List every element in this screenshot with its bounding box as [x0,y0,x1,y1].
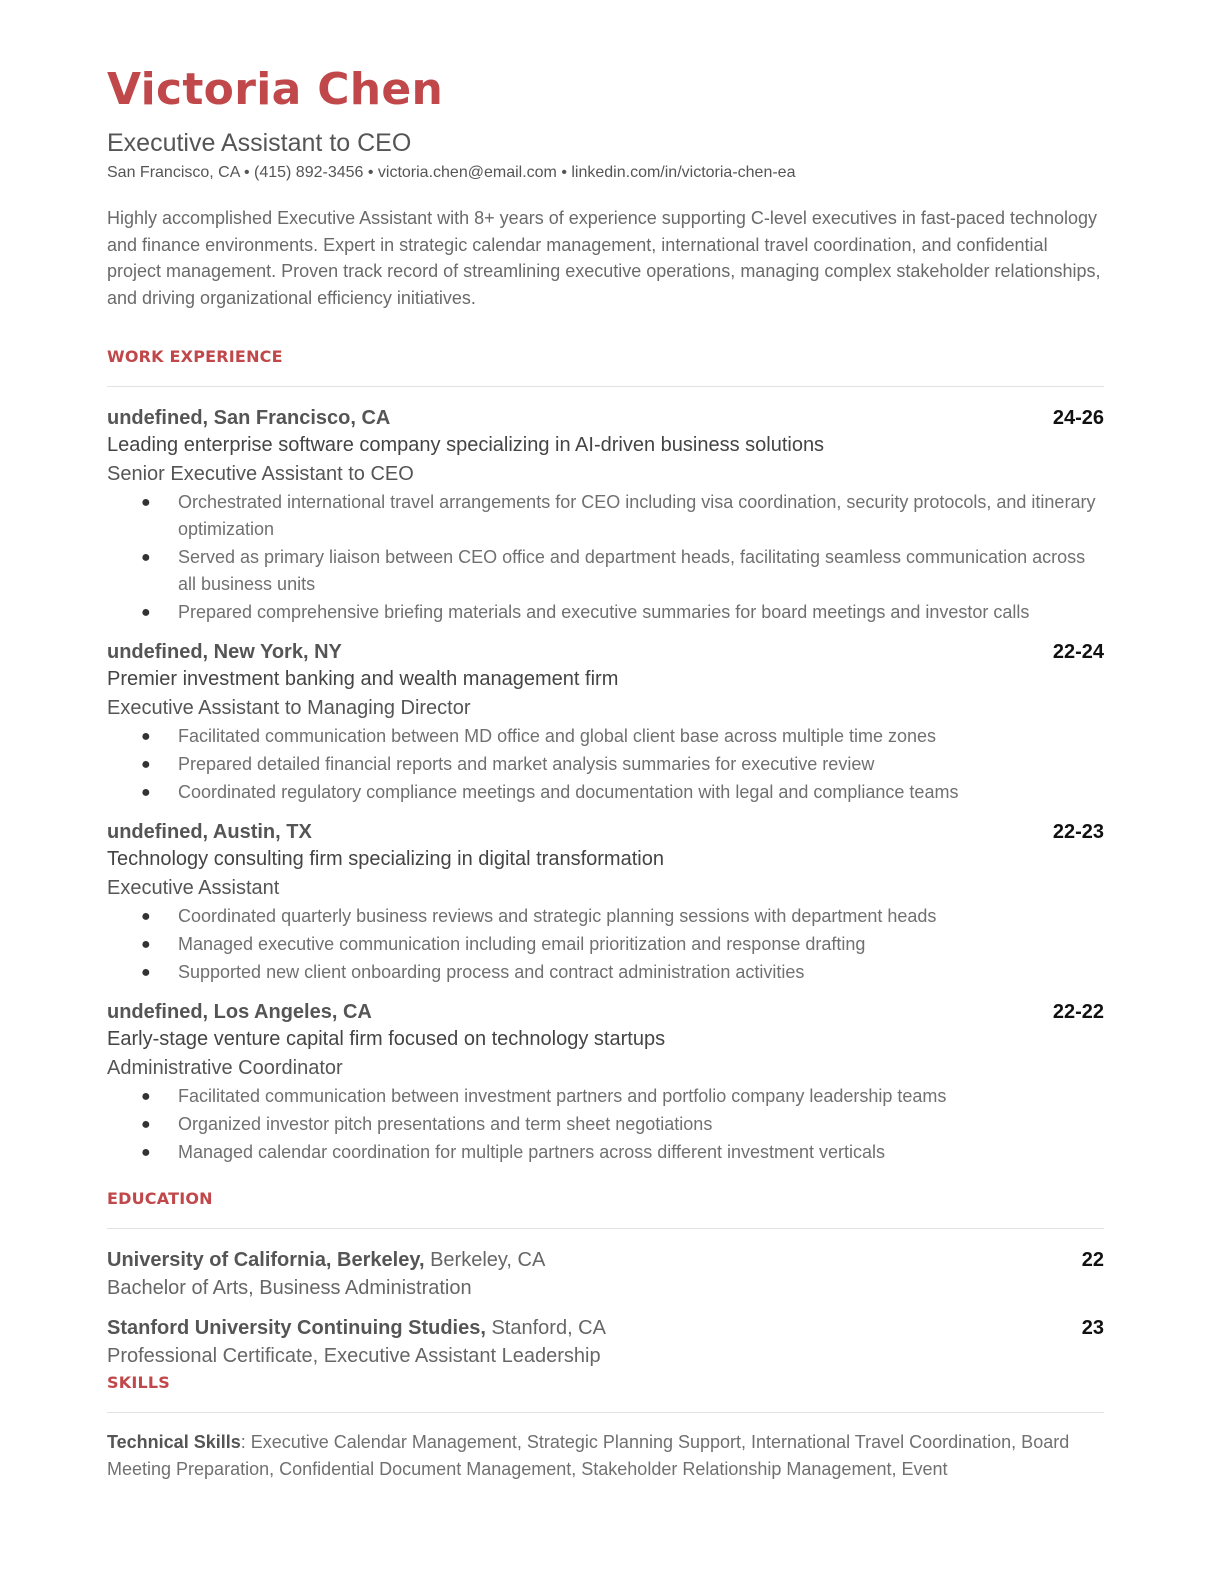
job-bullets [107,903,1104,987]
edu-school: University of California, Berkeley, [107,1249,425,1271]
skills-paragraph [107,1429,1104,1483]
list-item: ● Managed executive communication including email prioritization and response drafting [178,931,1104,959]
bullet-icon: ● [141,604,151,621]
bullet-icon: ● [141,728,151,745]
summary-paragraph: Highly accomplished Executive Assistant with 8+ years of experience supporting C-level executives in fast-paced technology and finance environments. Expert in strategic calendar management, international travel coordination, and confidential project management. Proven track record of streamlining executive operations, managing complex stakeholder relationships, and driving organizational efficiency initiatives. [107,208,1101,308]
bullet-icon: ● [141,494,151,511]
job-company: undefined, New York, NY [107,641,342,663]
job-bullets [107,1083,1104,1167]
job-entry [107,819,1104,987]
list-item: ● Facilitated communication between MD office and global client base across multiple time zones [178,723,1104,751]
candidate-name: Victoria Chen [107,64,444,115]
job-role: Executive Assistant [107,877,280,899]
bullet-icon: ● [141,908,151,925]
job-description: Early-stage venture capital firm focused on technology startups [107,1028,666,1050]
bullet-icon: ● [141,1116,151,1133]
job-company: undefined, San Francisco, CA [107,407,391,429]
edu-degree: Bachelor of Arts, Business Administration [107,1277,472,1299]
job-dates: 22-22 [1052,1001,1104,1023]
bullet-icon: ● [141,1088,151,1105]
job-bullets [107,489,1104,627]
job-bullets [107,723,1104,807]
list-item: ● Managed calendar coordination for multiple partners across different investment verticals [178,1139,1104,1167]
bullet-icon: ● [141,936,151,953]
edu-school: Stanford University Continuing Studies, [107,1317,486,1339]
job-dates: 22-24 [1052,641,1104,663]
skills-heading: SKILLS [107,1373,170,1392]
list-item: ● Coordinated regulatory compliance meetings and documentation with legal and compliance teams [178,779,1104,807]
education-entry [107,1315,1104,1371]
education-heading: EDUCATION [107,1189,213,1208]
job-company: undefined, Austin, TX [107,821,312,843]
edu-year: 23 [1081,1317,1104,1339]
edu-degree: Professional Certificate, Executive Assistant Leadership [107,1345,601,1367]
list-item: ● Coordinated quarterly business reviews and strategic planning sessions with department heads [178,903,1104,931]
skills-label: Technical Skills [107,1432,241,1452]
resume-page [107,62,1104,1483]
job-entry [107,639,1104,807]
bullet-icon: ● [141,964,151,981]
job-role: Executive Assistant to Managing Director [107,697,471,719]
job-role: Administrative Coordinator [107,1057,343,1079]
list-item: ● Served as primary liaison between CEO office and department heads, facilitating seamless communication across all business units [178,544,1104,599]
section-divider [107,386,1104,387]
bullet-icon: ● [141,1144,151,1161]
bullet-icon: ● [141,549,151,566]
list-item: ● Facilitated communication between investment partners and portfolio company leadership teams [178,1083,1104,1111]
edu-year: 22 [1081,1249,1104,1271]
edu-location: Stanford, CA [485,1317,606,1339]
skills-list: : Executive Calendar Management, Strategic Planning Support, International Travel Coordination, Board Meeting Preparation, Confidential Document Management, Stakeholder Relationship Management, Event [107,1432,1070,1479]
list-item: ● Prepared comprehensive briefing materials and executive summaries for board meetings and investor calls [178,599,1104,627]
section-divider [107,1412,1104,1413]
list-item: ● Supported new client onboarding process and contract administration activities [178,959,1104,987]
job-dates: 24-26 [1052,407,1104,429]
job-description: Premier investment banking and wealth management firm [107,668,619,690]
job-role: Senior Executive Assistant to CEO [107,463,414,485]
list-item: ● Orchestrated international travel arrangements for CEO including visa coordination, security protocols, and itinerary optimization [178,489,1104,544]
job-description: Leading enterprise software company specializing in AI-driven business solutions [107,434,825,456]
contact-line: San Francisco, CA • (415) 892-3456 • victoria.chen@email.com • linkedin.com/in/victoria-chen-ea [107,164,796,181]
job-company: undefined, Los Angeles, CA [107,1001,372,1023]
bullet-icon: ● [141,784,151,801]
job-entry [107,405,1104,627]
bullet-icon: ● [141,756,151,773]
candidate-title: Executive Assistant to CEO [107,129,412,157]
job-description: Technology consulting firm specializing in digital transformation [107,848,664,870]
list-item: ● Prepared detailed financial reports and market analysis summaries for executive review [178,751,1104,779]
edu-location: Berkeley, CA [424,1249,546,1271]
job-dates: 22-23 [1052,821,1104,843]
work-experience-heading: WORK EXPERIENCE [107,347,283,366]
list-item: ● Organized investor pitch presentations and term sheet negotiations [178,1111,1104,1139]
education-entry [107,1247,1104,1303]
job-entry [107,999,1104,1167]
section-divider [107,1228,1104,1229]
